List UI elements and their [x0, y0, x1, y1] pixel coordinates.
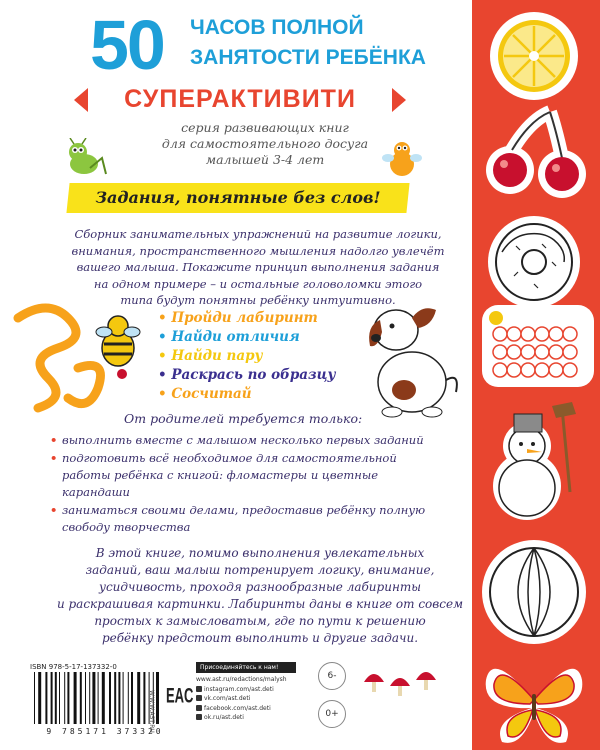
bullet-line: заниматься своими делами, предоставив ребёнку полную — [62, 503, 426, 517]
social-heading: Присоединяйтесь к нам! — [196, 662, 296, 673]
intro-line: Сборник занимательных упражнений на развитие логики, — [74, 227, 442, 241]
age-badge-1: 6- — [318, 662, 346, 690]
closing-line: и раскрашивая картинки. Лабиринты даны в книге от совсем — [56, 597, 464, 611]
task-item-pair: • Найди пару — [158, 348, 263, 364]
maze-bee-illustration — [8, 298, 148, 418]
closing-line: усидчивость, проходя разнообразные лабиринты — [98, 580, 422, 594]
list-item: • выполнить вместе с малышом несколько первых заданий — [48, 432, 458, 449]
closing-line: простых к замысловатым, где по пути к решению — [94, 614, 426, 628]
ok-icon — [196, 714, 202, 720]
barcode-bar — [143, 672, 145, 724]
bullet-line: выполнить вместе с малышом несколько первых заданий — [62, 433, 424, 447]
barcode-bar — [137, 672, 140, 724]
cherry-icon — [486, 112, 586, 198]
orange-bug-icon — [380, 136, 424, 182]
task-list — [158, 309, 336, 404]
grasshopper-icon — [60, 138, 110, 182]
closing-paragraph — [50, 545, 470, 647]
list-item: • заниматься своими делами, предоставив ребёнку полную свободу творчества — [48, 502, 458, 536]
ball-icon — [482, 540, 586, 644]
bullet-line: карандаши — [62, 485, 130, 499]
series-desc-line: для самостоятельного досуга — [161, 136, 369, 151]
social-link-facebook[interactable]: facebook.com/ast.deti — [196, 704, 296, 714]
intro-line: вашего малыша. Покажите принцип выполнения задания — [76, 260, 440, 274]
barcode-bar — [98, 672, 99, 724]
barcode-bar — [45, 672, 47, 724]
parents-list — [48, 432, 458, 537]
barcode-bar — [51, 672, 53, 724]
barcode — [30, 672, 180, 724]
barcode-bar — [34, 672, 35, 724]
barcode-bar — [80, 672, 82, 724]
barcode-bar — [55, 672, 57, 724]
mushrooms-icon — [360, 662, 460, 702]
barcode-bar — [102, 672, 105, 724]
task-item-maze: • Пройди лабиринт — [158, 310, 318, 326]
list-item: • подготовить всё необходимое для самостоятельной работы ребёнка с книгой: фломастеры и цветные карандаши — [48, 450, 458, 501]
title-line-1: ЧАСОВ ПОЛНОЙ — [190, 16, 364, 39]
intro-line: внимания, пространственного мышления надолго увлечёт — [71, 243, 445, 258]
barcode-bar — [128, 672, 129, 724]
social-link-instagram[interactable]: instagram.com/ast.deti — [196, 685, 296, 695]
social-link-vk[interactable]: vk.com/ast.deti — [196, 694, 296, 704]
social-block — [196, 662, 296, 723]
task-item-counting: • Сосчитай — [158, 386, 252, 402]
isbn-text: ISBN 978-5-17-137332-0 — [30, 663, 117, 671]
series-name: СУПЕРАКТИВИТИ — [124, 85, 356, 113]
closing-line: заданий, ваш малыш потренирует логику, внимание, — [85, 563, 435, 577]
barcode-bar — [92, 672, 95, 724]
barcode-bar — [109, 672, 111, 724]
eac-mark: EAC — [166, 683, 194, 708]
barcode-bar — [114, 672, 116, 724]
snowman-icon — [493, 402, 576, 520]
banner-text: Задания, понятные без слов! — [95, 188, 381, 207]
barcode-bar — [89, 672, 90, 724]
age-badge-2: 0+ — [318, 700, 346, 728]
caterpillar-icon — [482, 305, 594, 387]
instagram-icon — [196, 686, 202, 692]
dog-icon — [352, 296, 462, 420]
task-item-differences: • Найди отличия — [158, 329, 300, 345]
barcode-bar — [85, 672, 86, 724]
vk-icon — [196, 695, 202, 701]
bullet-line: работы ребёнка с книгой: фломастеры и цветные — [62, 468, 379, 482]
parents-heading: От родителей требуется только: — [124, 411, 363, 426]
barcode-bar — [59, 672, 60, 724]
closing-line: В этой книге, помимо выполнения увлекательных — [95, 546, 425, 560]
intro-line: типа будут понятны ребёнку интуитивно. — [120, 293, 396, 307]
barcode-number: 9 785171 373320 — [46, 727, 164, 736]
barcode-bar — [38, 672, 41, 724]
series-description — [140, 120, 390, 168]
barcode-bar — [118, 672, 120, 724]
facebook-icon — [196, 705, 202, 711]
hours-number: 50 — [90, 6, 164, 84]
series-ribbon — [90, 82, 390, 116]
donut-icon — [488, 216, 580, 308]
barcode-bar — [156, 672, 159, 724]
bullet-line: свободу творчества — [62, 520, 191, 534]
side-illustrations — [472, 0, 600, 750]
lemon-icon — [490, 12, 578, 100]
title-line-2: ЗАНЯТОСТИ РЕБЁНКА — [190, 46, 426, 69]
barcode-bar — [67, 672, 69, 724]
redaction-link[interactable]: www.ast.ru/redactions/malysh — [196, 676, 287, 683]
website-vertical: W.W.W.AST.RU — [148, 690, 155, 733]
intro-line: на одном примере – и остальные головоломки этого — [93, 276, 423, 291]
barcode-bar — [131, 672, 133, 724]
butterfly-icon — [486, 669, 583, 743]
series-desc-line: серия развивающих книг — [181, 120, 349, 135]
social-link-ok[interactable]: ok.ru/ast.deti — [196, 713, 296, 723]
bullet-line: подготовить всё необходимое для самостоятельной — [62, 451, 397, 465]
title-block — [90, 6, 430, 90]
barcode-bar — [123, 672, 124, 724]
task-item-coloring: • Раскрась по образцу — [158, 367, 336, 383]
barcode-bar — [64, 672, 65, 724]
series-desc-line: малышей 3-4 лет — [205, 152, 325, 167]
barcode-bar — [74, 672, 77, 724]
closing-line: ребёнку предстоит выполнить и другие задачи. — [101, 631, 419, 645]
